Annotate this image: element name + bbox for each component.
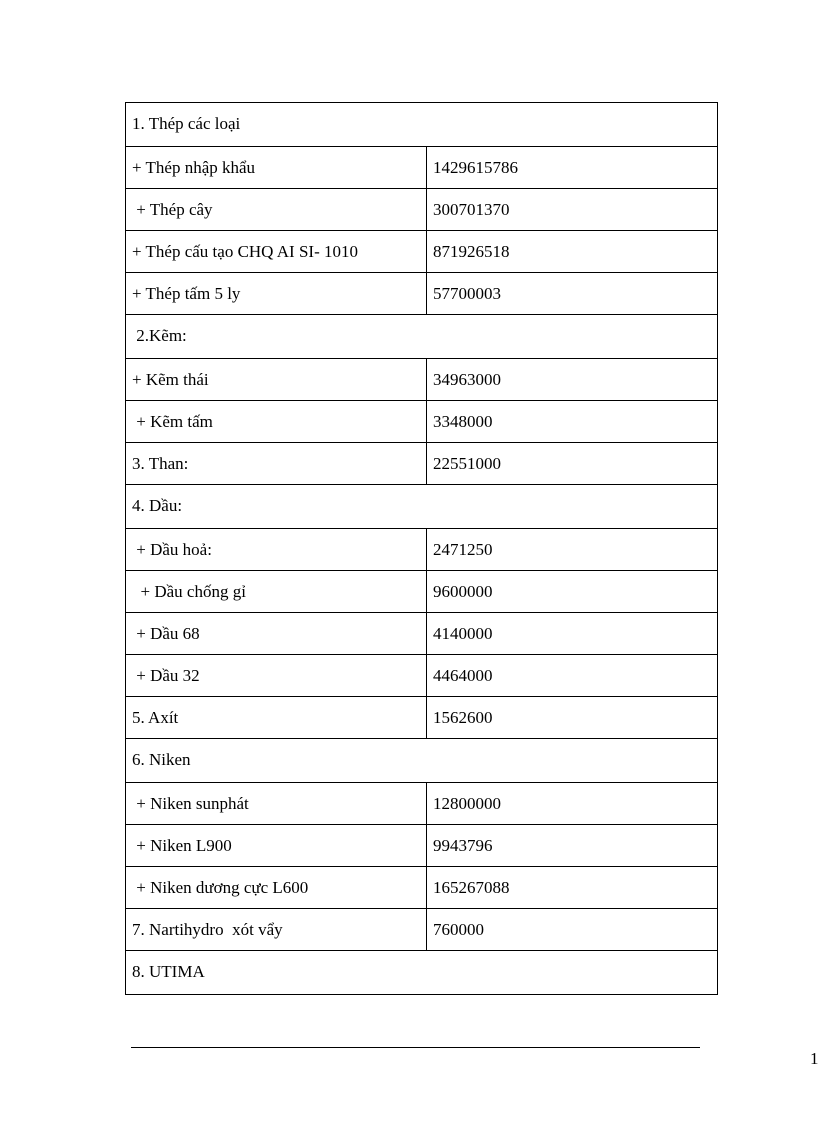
item-label-cell: + Dầu 68 (126, 613, 427, 655)
table-row (126, 529, 718, 571)
item-value-cell: 3348000 (427, 401, 718, 443)
item-value-cell: 760000 (427, 909, 718, 951)
section-heading-cell: 2.Kẽm: (126, 315, 718, 359)
item-value-cell: 165267088 (427, 867, 718, 909)
table-row (126, 655, 718, 697)
table-row (126, 273, 718, 315)
item-label-cell: + Thép cấu tạo CHQ AI SI- 1010 (126, 231, 427, 273)
section-heading-cell: 4. Dầu: (126, 485, 718, 529)
table-section-row (126, 739, 718, 783)
item-label-cell: 3. Than: (126, 443, 427, 485)
item-label-cell: + Kẽm thái (126, 359, 427, 401)
item-label-cell: 5. Axít (126, 697, 427, 739)
table-row (126, 189, 718, 231)
item-value-cell: 1429615786 (427, 147, 718, 189)
table-row (126, 867, 718, 909)
item-value-cell: 1562600 (427, 697, 718, 739)
item-label-cell: 7. Nartihydro xót vẩy (126, 909, 427, 951)
materials-table-body (126, 103, 718, 995)
item-value-cell: 9600000 (427, 571, 718, 613)
table-row (126, 783, 718, 825)
page-number: 1 (810, 1049, 819, 1068)
item-value-cell: 4464000 (427, 655, 718, 697)
table-section-row (126, 485, 718, 529)
item-label-cell: + Thép cây (126, 189, 427, 231)
table-row (126, 697, 718, 739)
item-label-cell: + Thép tấm 5 ly (126, 273, 427, 315)
table-row (126, 147, 718, 189)
item-label-cell: + Niken dương cực L600 (126, 867, 427, 909)
materials-cost-table (125, 102, 718, 995)
table-row (126, 231, 718, 273)
item-value-cell: 4140000 (427, 613, 718, 655)
table-section-row (126, 103, 718, 147)
item-value-cell: 34963000 (427, 359, 718, 401)
table-row (126, 825, 718, 867)
item-value-cell: 9943796 (427, 825, 718, 867)
table-row (126, 909, 718, 951)
item-label-cell: + Dầu hoả: (126, 529, 427, 571)
table-row (126, 571, 718, 613)
item-label-cell: + Kẽm tấm (126, 401, 427, 443)
section-heading-cell: 1. Thép các loại (126, 103, 718, 147)
item-value-cell: 57700003 (427, 273, 718, 315)
item-label-cell: + Thép nhập khẩu (126, 147, 427, 189)
item-value-cell: 2471250 (427, 529, 718, 571)
table-row (126, 359, 718, 401)
section-heading-cell: 8. UTIMA (126, 951, 718, 995)
item-label-cell: + Dầu chống gỉ (126, 571, 427, 613)
item-label-cell: + Niken sunphát (126, 783, 427, 825)
table-section-row (126, 315, 718, 359)
table-row (126, 443, 718, 485)
item-value-cell: 12800000 (427, 783, 718, 825)
item-label-cell: + Dầu 32 (126, 655, 427, 697)
table-row (126, 613, 718, 655)
item-value-cell: 300701370 (427, 189, 718, 231)
item-value-cell: 22551000 (427, 443, 718, 485)
table-row (126, 401, 718, 443)
footer-divider (131, 1047, 700, 1048)
item-value-cell: 871926518 (427, 231, 718, 273)
table-section-row (126, 951, 718, 995)
item-label-cell: + Niken L900 (126, 825, 427, 867)
section-heading-cell: 6. Niken (126, 739, 718, 783)
